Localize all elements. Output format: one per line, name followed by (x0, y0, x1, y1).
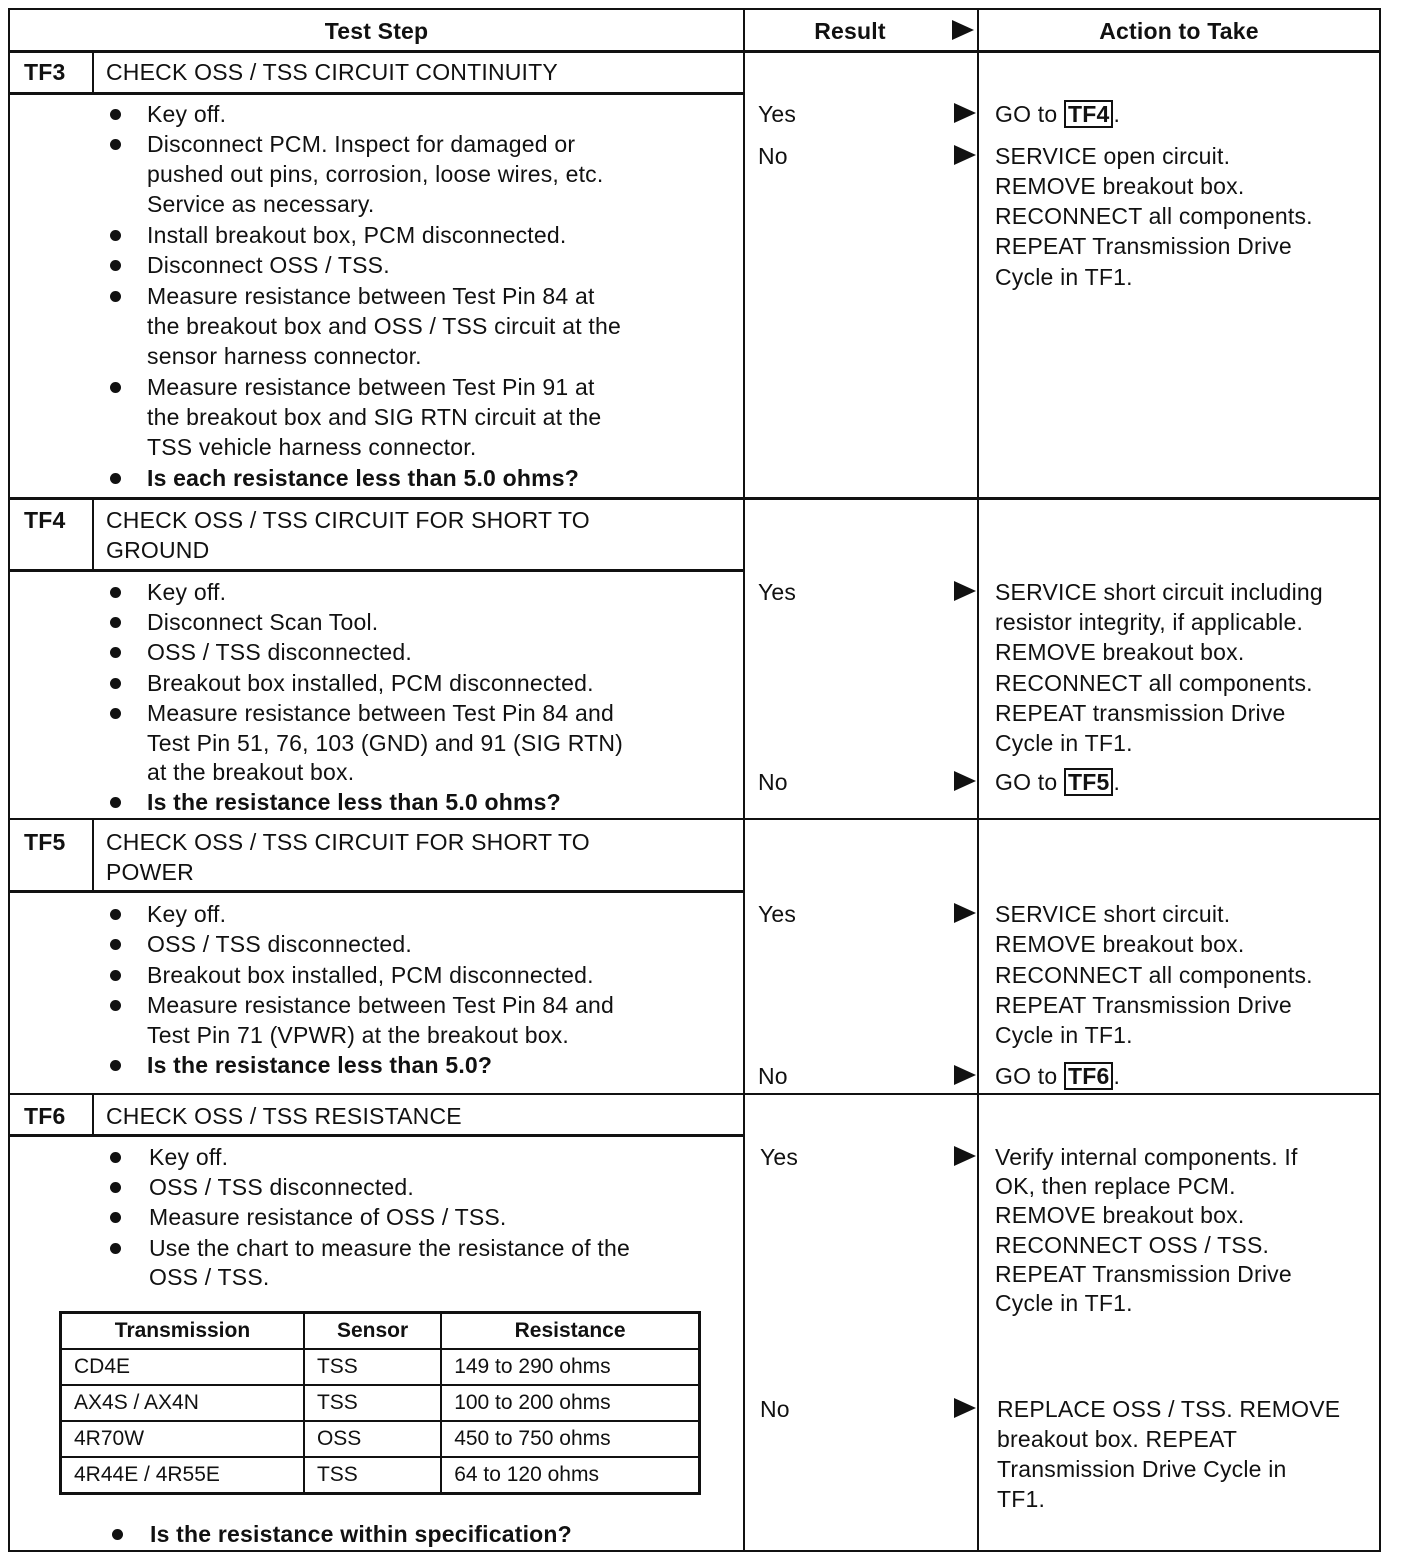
action-period: . (1113, 101, 1121, 127)
bullet-text: pushed out pins, corrosion, loose wires, etc. (147, 161, 604, 187)
result-no: No (760, 1396, 790, 1422)
step-title: CHECK OSS / TSS CIRCUIT FOR SHORT TO (106, 829, 590, 855)
bullet-text: Disconnect OSS / TSS. (147, 252, 390, 278)
bullet-icon (110, 291, 121, 302)
spec-row (61, 1421, 700, 1457)
bullet-text: Service as necessary. (147, 191, 375, 217)
bullet-icon (110, 1152, 121, 1163)
action-text: breakout box. REPEAT (997, 1426, 1238, 1452)
arrow-icon (954, 1065, 976, 1085)
result-yes: Yes (758, 901, 797, 927)
bullet-text: OSS / TSS disconnected. (149, 1174, 414, 1200)
step-title: CHECK OSS / TSS CIRCUIT FOR SHORT TO (106, 507, 590, 533)
arrow-icon (954, 145, 976, 165)
action-text: Cycle in TF1. (995, 730, 1133, 756)
step-separator (8, 497, 1381, 500)
action-text: resistor integrity, if applicable. (995, 609, 1304, 635)
id-divider (92, 52, 94, 93)
id-divider (92, 820, 94, 891)
action-text: SERVICE short circuit. (995, 901, 1231, 927)
title-rule (8, 92, 745, 95)
spec-cell: 64 to 120 ohms (441, 1457, 699, 1494)
step-title: POWER (106, 859, 194, 885)
result-no: No (758, 143, 788, 169)
bullet-icon (110, 382, 121, 393)
bullet-icon (110, 970, 121, 981)
bullet-icon (110, 1000, 121, 1011)
step-title: CHECK OSS / TSS RESISTANCE (106, 1103, 462, 1129)
spec-cell: 4R44E / 4R55E (61, 1457, 304, 1494)
step-id: TF3 (24, 59, 66, 85)
action-text (995, 767, 1120, 797)
result-no: No (758, 769, 788, 795)
bullet-icon (110, 139, 121, 150)
action-text: RECONNECT all components. (995, 203, 1313, 229)
bullet-text: at the breakout box. (147, 759, 355, 785)
goto-ref-link[interactable]: TF6 (1064, 1062, 1114, 1090)
step-question: Is the resistance less than 5.0 ohms? (147, 789, 561, 815)
step-id: TF5 (24, 829, 66, 855)
bullet-icon (110, 260, 121, 271)
action-text: Transmission Drive Cycle in (997, 1456, 1287, 1482)
bullet-text: the breakout box and SIG RTN circuit at the (147, 404, 602, 430)
step-id: TF4 (24, 507, 66, 533)
step-id: TF6 (24, 1103, 66, 1129)
step-question: Is the resistance within specification? (150, 1521, 572, 1547)
spec-cell: CD4E (61, 1349, 304, 1385)
result-no: No (758, 1063, 788, 1089)
spec-cell: 149 to 290 ohms (441, 1349, 699, 1385)
action-text: REPEAT transmission Drive (995, 700, 1286, 726)
arrow-icon (954, 1398, 976, 1418)
spec-cell: AX4S / AX4N (61, 1385, 304, 1421)
result-yes: Yes (758, 101, 797, 127)
bullet-icon (110, 1182, 121, 1193)
action-text: Cycle in TF1. (995, 1022, 1133, 1048)
bullet-text: TSS vehicle harness connector. (147, 434, 477, 460)
spec-cell: TSS (304, 1349, 441, 1385)
bullet-icon (112, 1529, 123, 1540)
divider-result (743, 8, 745, 1552)
action-text (995, 99, 1120, 129)
action-period: . (1113, 1063, 1121, 1089)
step-title: CHECK OSS / TSS CIRCUIT CONTINUITY (106, 59, 558, 85)
bullet-text: OSS / TSS disconnected. (147, 931, 412, 957)
step-separator (8, 818, 1381, 820)
bullet-text: Disconnect Scan Tool. (147, 609, 379, 635)
spec-cell: TSS (304, 1457, 441, 1494)
title-rule (8, 1134, 745, 1137)
action-text: REMOVE breakout box. (995, 1202, 1245, 1228)
bullet-text: Measure resistance between Test Pin 84 at (147, 283, 595, 309)
bullet-text: Test Pin 71 (VPWR) at the breakout box. (147, 1022, 569, 1048)
bullet-text: Measure resistance between Test Pin 91 at (147, 374, 595, 400)
action-goto: GO to (995, 1063, 1058, 1089)
spec-row (61, 1349, 700, 1385)
action-goto: GO to (995, 769, 1058, 795)
bullet-icon (110, 109, 121, 120)
bullet-icon (110, 1060, 121, 1071)
goto-ref-link[interactable]: TF4 (1064, 100, 1114, 128)
spec-row (61, 1457, 700, 1494)
bullet-icon (110, 473, 121, 484)
spec-header-row (61, 1313, 700, 1350)
step-title: GROUND (106, 537, 210, 563)
action-goto: GO to (995, 101, 1058, 127)
bullet-text: Key off. (149, 1144, 229, 1170)
spec-cell: OSS (304, 1421, 441, 1457)
bullet-icon (110, 708, 121, 719)
bullet-text: Breakout box installed, PCM disconnected. (147, 670, 594, 696)
divider-action (977, 8, 979, 1552)
header-arrow-icon (952, 20, 974, 40)
bullet-text: Measure resistance between Test Pin 84 and (147, 700, 614, 726)
action-text (995, 1061, 1120, 1091)
bullet-text: Measure resistance between Test Pin 84 and (147, 992, 614, 1018)
header-test-step: Test Step (324, 18, 429, 44)
header-action: Action to Take (1099, 18, 1259, 44)
bullet-icon (110, 939, 121, 950)
bullet-icon (110, 1212, 121, 1223)
action-text: REPEAT Transmission Drive (995, 1261, 1292, 1287)
header-result: Result (814, 18, 886, 44)
action-text: OK, then replace PCM. (995, 1173, 1236, 1199)
bullet-icon (110, 587, 121, 598)
result-yes: Yes (758, 579, 797, 605)
title-rule (8, 890, 745, 893)
border-left (8, 8, 10, 1552)
step-question: Is the resistance less than 5.0? (147, 1052, 493, 1078)
arrow-icon (954, 581, 976, 601)
spec-header-cell: Sensor (304, 1313, 441, 1350)
bullet-icon (110, 230, 121, 241)
action-text: TF1. (997, 1486, 1046, 1512)
action-text: REPLACE OSS / TSS. REMOVE (997, 1396, 1341, 1422)
spec-header-cell: Resistance (441, 1313, 699, 1350)
id-divider (92, 499, 94, 570)
arrow-icon (954, 903, 976, 923)
step-question: Is each resistance less than 5.0 ohms? (147, 465, 580, 491)
bullet-text: Measure resistance of OSS / TSS. (149, 1204, 507, 1230)
bullet-icon (110, 647, 121, 658)
id-divider (92, 1095, 94, 1135)
bullet-text: sensor harness connector. (147, 343, 422, 369)
action-text: REMOVE breakout box. (995, 639, 1245, 665)
border-bottom (8, 1550, 1381, 1552)
result-yes: Yes (760, 1144, 799, 1170)
bullet-text: Install breakout box, PCM disconnected. (147, 222, 567, 248)
spec-cell: 450 to 750 ohms (441, 1421, 699, 1457)
bullet-icon (110, 678, 121, 689)
action-text: RECONNECT all components. (995, 962, 1313, 988)
bullet-text: OSS / TSS disconnected. (147, 639, 412, 665)
action-text: Verify internal components. If (995, 1144, 1298, 1170)
spec-row (61, 1385, 700, 1421)
action-period: . (1113, 769, 1121, 795)
border-right (1379, 8, 1381, 1552)
bullet-text: Key off. (147, 101, 227, 127)
action-text: Cycle in TF1. (995, 1290, 1133, 1316)
resistance-spec-table (59, 1311, 701, 1495)
spec-cell: TSS (304, 1385, 441, 1421)
bullet-text: Test Pin 51, 76, 103 (GND) and 91 (SIG RTN) (147, 730, 624, 756)
action-text: REMOVE breakout box. (995, 931, 1245, 957)
action-text: REPEAT Transmission Drive (995, 992, 1292, 1018)
action-text: SERVICE open circuit. (995, 143, 1231, 169)
spec-cell: 100 to 200 ohms (441, 1385, 699, 1421)
spec-cell: 4R70W (61, 1421, 304, 1457)
step-separator (8, 1093, 1381, 1095)
arrow-icon (954, 771, 976, 791)
bullet-icon (110, 1243, 121, 1254)
title-rule (8, 569, 745, 572)
bullet-text: Breakout box installed, PCM disconnected. (147, 962, 594, 988)
bullet-text: Key off. (147, 901, 227, 927)
border-top (8, 8, 1381, 10)
bullet-icon (110, 797, 121, 808)
bullet-text: the breakout box and OSS / TSS circuit at the (147, 313, 621, 339)
bullet-icon (110, 909, 121, 920)
bullet-icon (110, 617, 121, 628)
bullet-text: OSS / TSS. (149, 1264, 270, 1290)
action-text: SERVICE short circuit including (995, 579, 1323, 605)
arrow-icon (954, 103, 976, 123)
action-text: RECONNECT all components. (995, 670, 1313, 696)
goto-ref-link[interactable]: TF5 (1064, 768, 1114, 796)
bullet-text: Use the chart to measure the resistance of the (149, 1235, 630, 1261)
action-text: Cycle in TF1. (995, 264, 1133, 290)
spec-header-cell: Transmission (61, 1313, 304, 1350)
bullet-text: Key off. (147, 579, 227, 605)
bullet-text: Disconnect PCM. Inspect for damaged or (147, 131, 576, 157)
arrow-icon (954, 1146, 976, 1166)
header-rule (8, 50, 1381, 53)
action-text: RECONNECT OSS / TSS. (995, 1232, 1270, 1258)
action-text: REPEAT Transmission Drive (995, 233, 1292, 259)
action-text: REMOVE breakout box. (995, 173, 1245, 199)
